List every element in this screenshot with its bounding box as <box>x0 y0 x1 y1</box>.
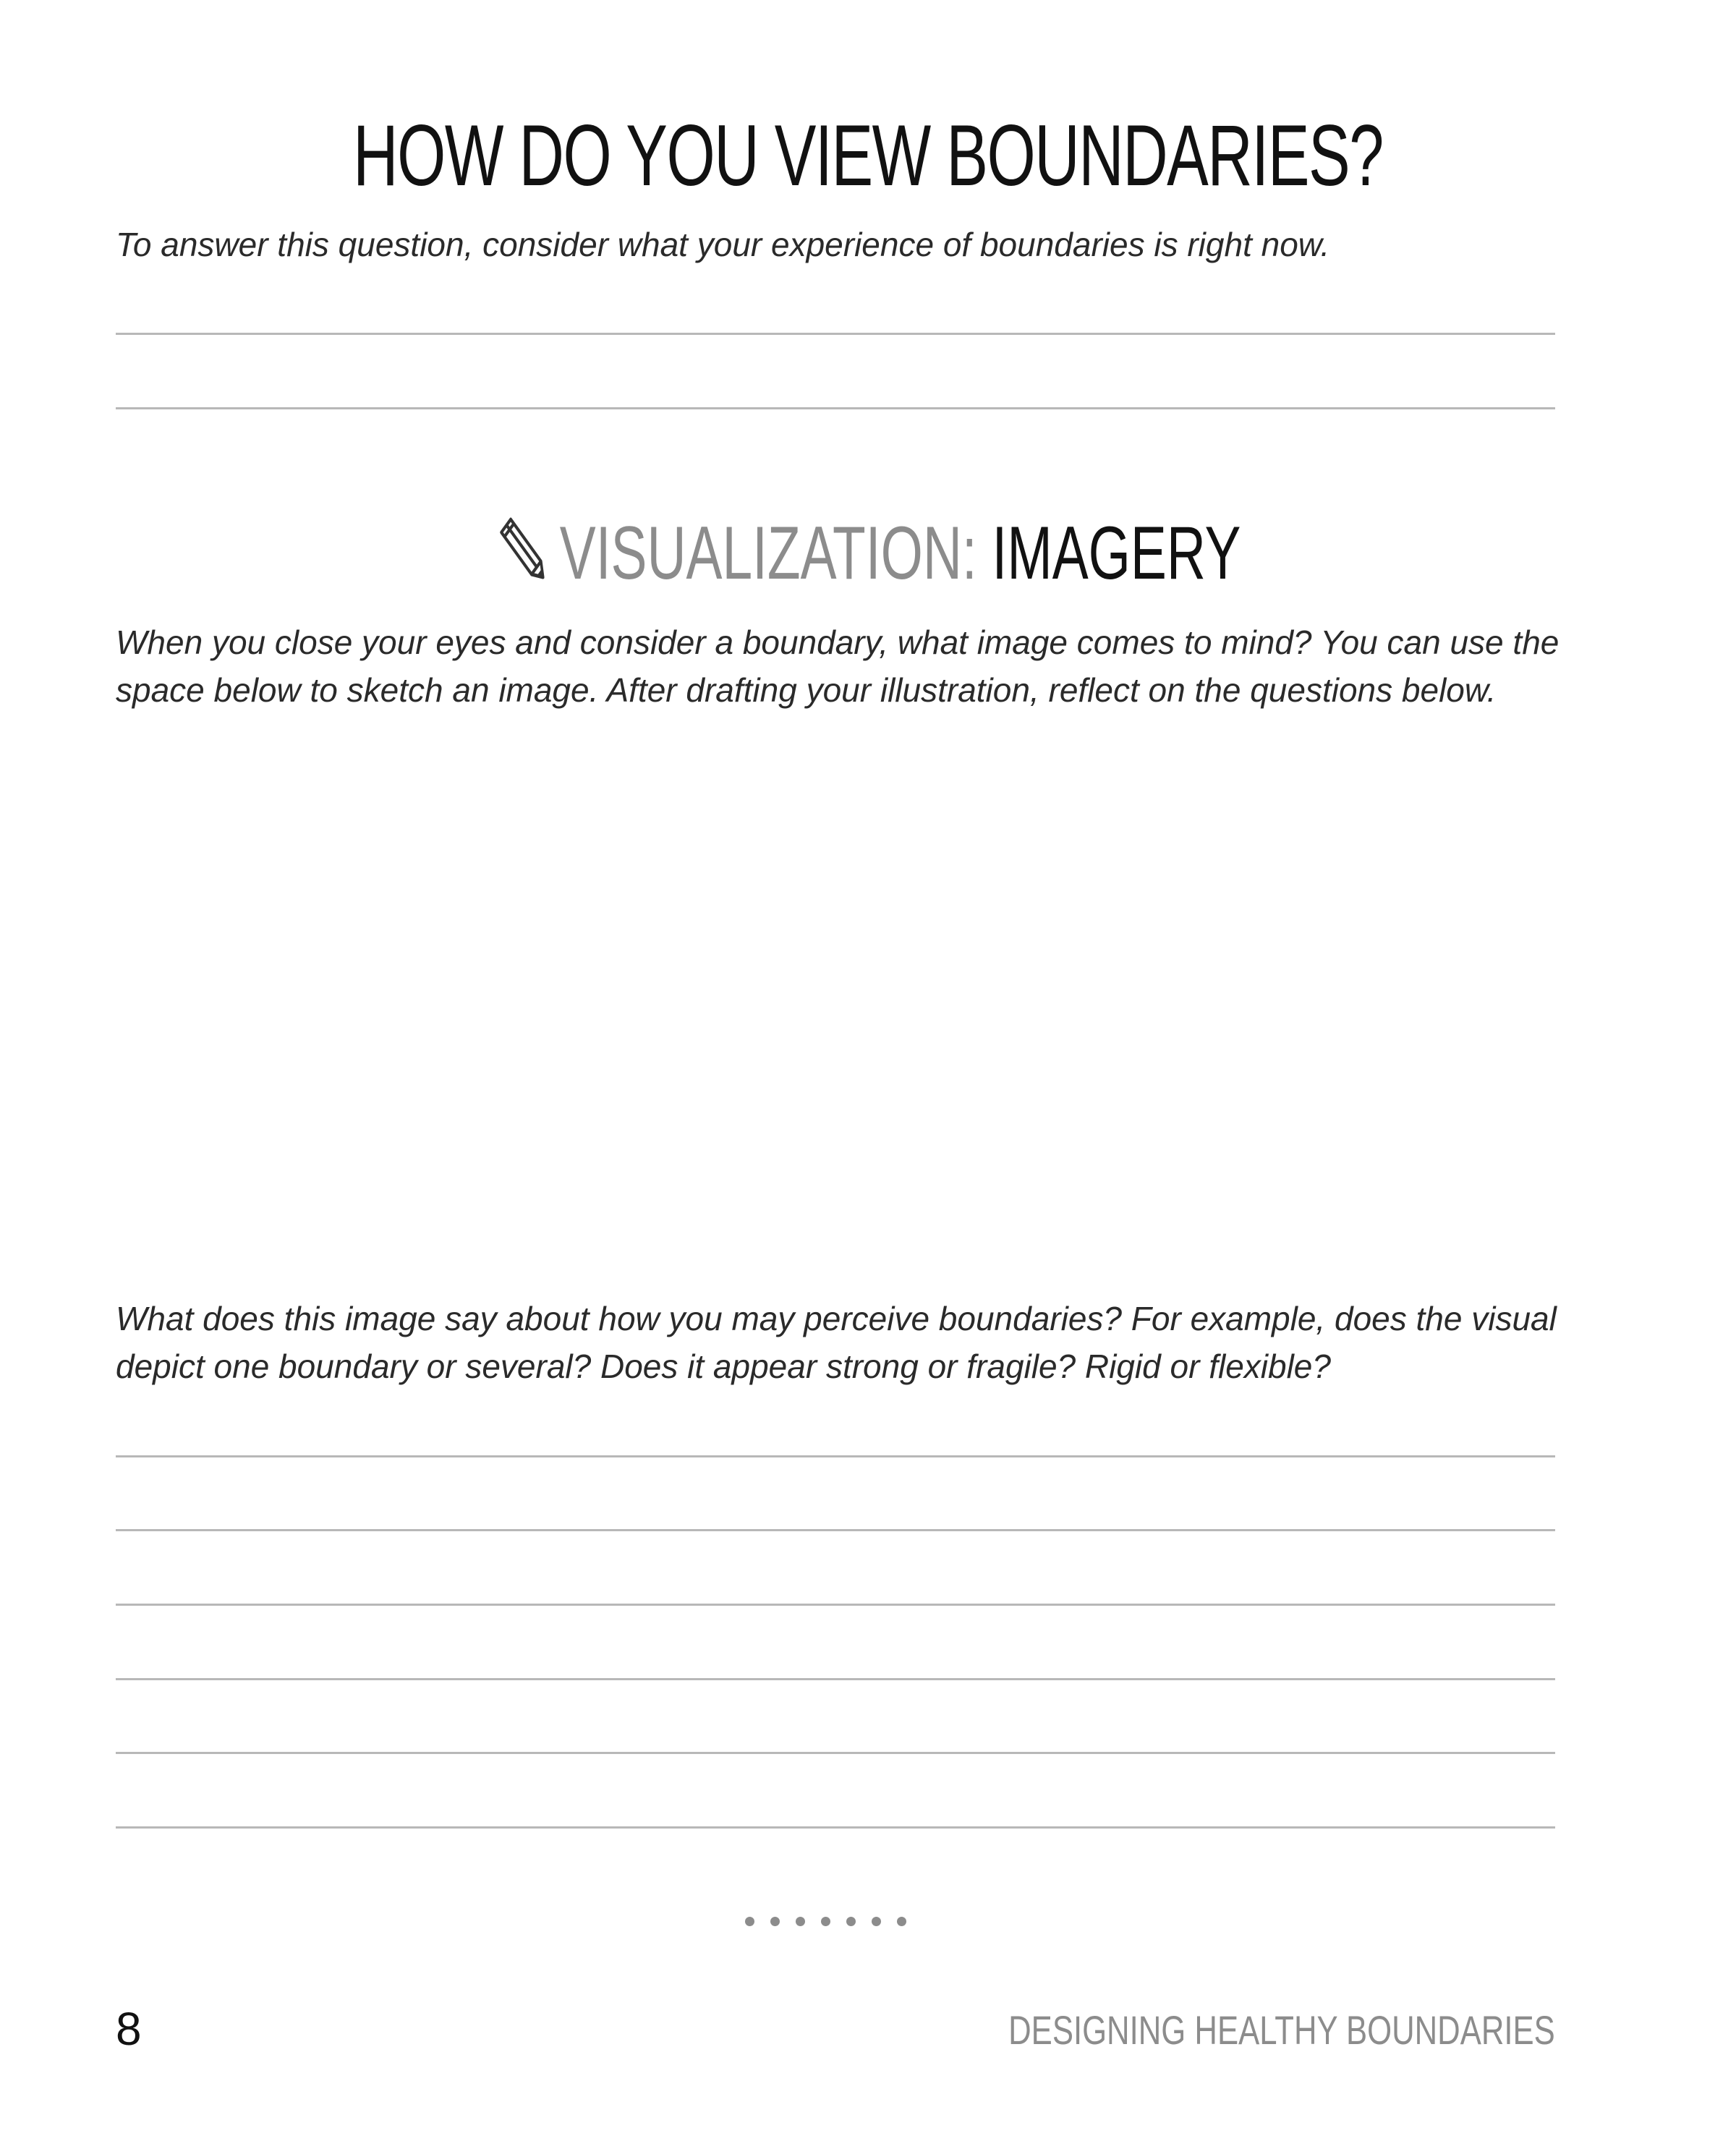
intro-text: To answer this question, consider what your experience of boundaries is right now. <box>116 226 1330 263</box>
section-label-dark: IMAGERY <box>992 511 1241 595</box>
divider-dot <box>846 1917 856 1926</box>
divider-dot <box>872 1917 881 1926</box>
answer-line[interactable] <box>116 1529 1555 1531</box>
answer-line[interactable] <box>116 1826 1555 1829</box>
reflection-question: What does this image say about how you may perceive boundaries? For example, does the visual depict one boundary or several? Does it appear strong or fragile? Rigid or flexible? <box>116 1300 1557 1385</box>
pencil-icon <box>495 511 547 583</box>
divider-dot <box>821 1917 830 1926</box>
answer-line[interactable] <box>116 1604 1555 1606</box>
answer-line[interactable] <box>116 407 1555 409</box>
page-title: HOW DO YOU VIEW BOUNDARIES? <box>353 107 1383 204</box>
divider-dot <box>796 1917 805 1926</box>
visualization-instructions: When you close your eyes and consider a boundary, what image comes to mind? You can use the space below to sketch an image. After drafting your illustration, reflect on the questions below. <box>116 623 1560 709</box>
answer-line[interactable] <box>116 1752 1555 1754</box>
running-footer: DESIGNING HEALTHY BOUNDARIES <box>1008 2007 1555 2053</box>
answer-line[interactable] <box>116 1455 1555 1457</box>
page-number: 8 <box>116 2003 142 2055</box>
divider-dot <box>897 1917 906 1926</box>
section-title <box>0 506 1736 600</box>
answer-line[interactable] <box>116 333 1555 335</box>
section-label-gray: VISUALIZATION: <box>559 511 977 595</box>
answer-line[interactable] <box>116 1678 1555 1680</box>
section-divider-dots <box>745 1917 906 1926</box>
sketch-area[interactable] <box>116 731 1555 1266</box>
divider-dot <box>745 1917 754 1926</box>
divider-dot <box>770 1917 780 1926</box>
